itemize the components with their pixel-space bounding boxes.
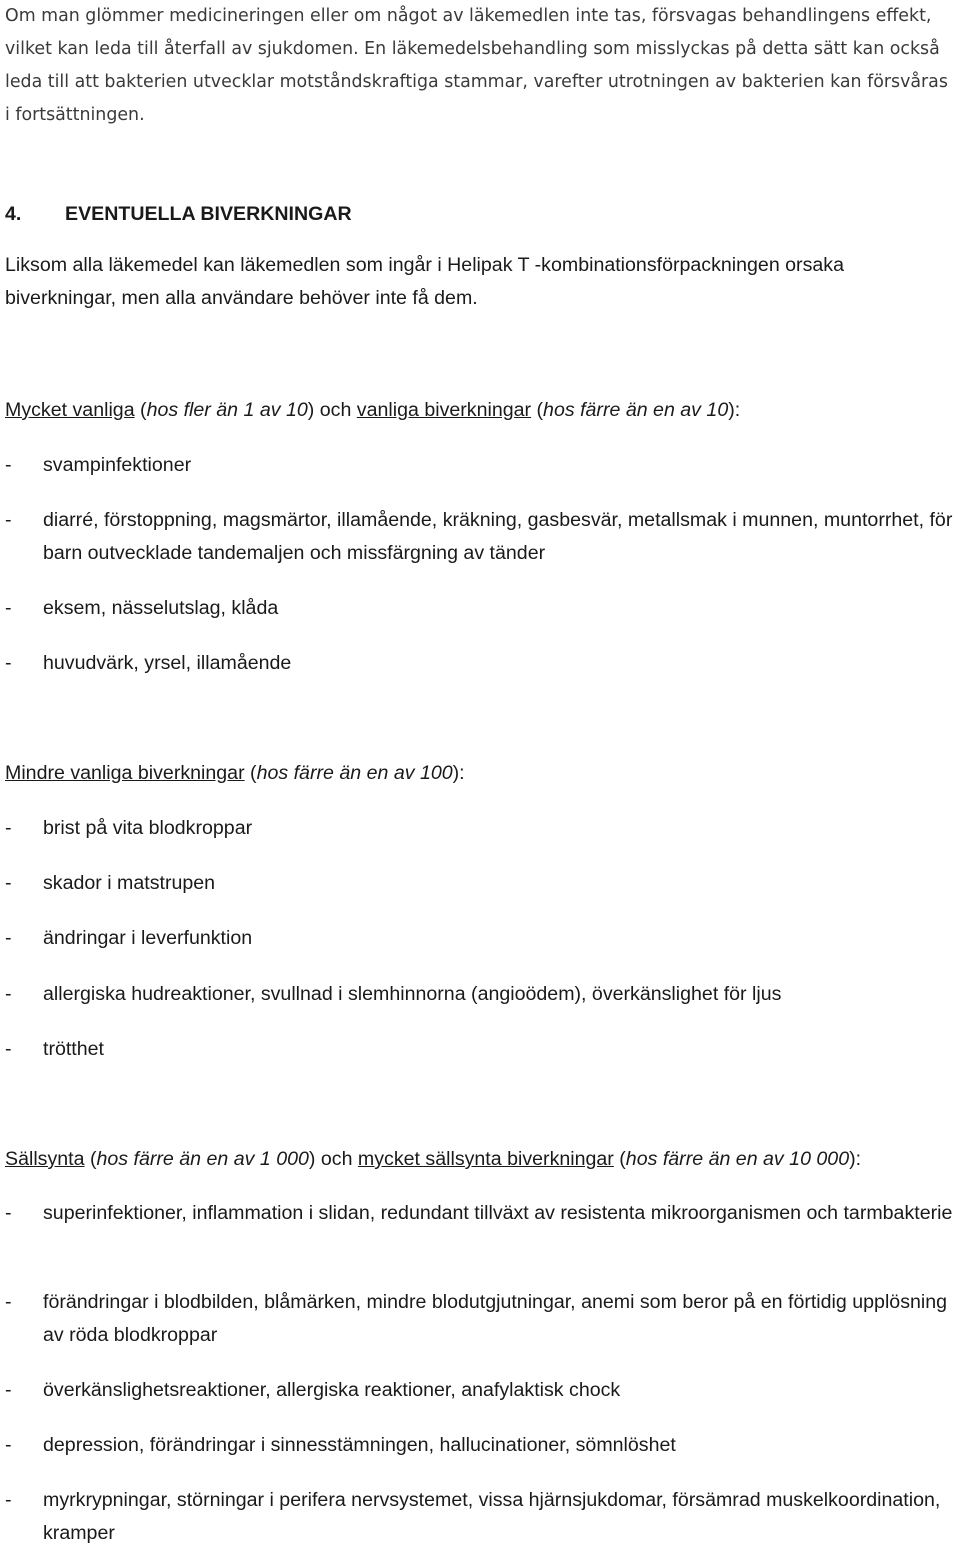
list-dash: - (5, 1202, 12, 1224)
list-dash: - (5, 1379, 12, 1401)
heading-text: ( (134, 399, 147, 421)
section-number: 4. (5, 203, 22, 225)
list-item (5, 1429, 957, 1462)
list-dash: - (5, 1038, 12, 1060)
frequency-definition: hos färre än en av 1 000 (96, 1148, 309, 1170)
list-dash: - (5, 817, 12, 839)
list-dash: - (5, 872, 12, 894)
list-item-text: trötthet (43, 1038, 104, 1060)
section-heading (5, 198, 352, 231)
list-dash: - (5, 1291, 12, 1313)
list-dash: - (5, 1434, 12, 1456)
list-item-text: förändringar i blodbilden, blåmärken, mindre blodutgjutningar, anemi som beror på en förtidig upplösning av röda blodkroppar (43, 1291, 948, 1346)
frequency-term: Sällsynta (5, 1148, 85, 1170)
list-dash: - (5, 509, 12, 531)
frequency-term: mycket sällsynta biverkningar (357, 1148, 614, 1170)
list-item (5, 978, 957, 1011)
frequency-term: Mycket vanliga (5, 399, 135, 421)
list-dash: - (5, 1489, 12, 1511)
list-item (5, 1197, 957, 1230)
section-title: EVENTUELLA BIVERKNINGAR (65, 203, 352, 225)
heading-text: ): (728, 399, 741, 421)
list-item-text: eksem, nässelutslag, klåda (43, 597, 279, 619)
list-item (5, 449, 957, 482)
frequency-term: Mindre vanliga biverkningar (5, 762, 245, 784)
list-item-text: allergiska hudreaktioner, svullnad i slemhinnorna (angioödem), överkänslighet för ljus (43, 983, 782, 1005)
section-intro: Liksom alla läkemedel kan läkemedlen som ingår i Helipak T -kombinationsförpackningen orsaka biverkningar, men alla användare behöver inte få dem. (5, 254, 844, 309)
list-item (5, 1374, 957, 1407)
frequency-definition: hos färre än en av 10 (543, 399, 729, 421)
list-dash: - (5, 927, 12, 949)
frequency-definition: hos färre än en av 10 000 (625, 1148, 850, 1170)
category-heading-rare (5, 1143, 957, 1176)
list-item-text: diarré, förstoppning, magsmärtor, illamående, kräkning, gasbesvär, metallsmak i munnen, muntorrhet, för barn outvecklade tandemaljen och missfärgning av tänder (43, 509, 953, 564)
heading-text: ): (452, 762, 465, 784)
list-item (5, 1286, 957, 1352)
intro-paragraph: Om man glömmer medicineringen eller om något av läkemedlen inte tas, försvagas behandlingens effekt, vilket kan leda till återfall av sjukdomen. En läkemedelsbehandling som misslyckas på detta sätt kan också leda till att bakterien utvecklar motståndskraftiga stammar, varefter utrotningen av bakterien kan försvåras i fortsättningen. (5, 6, 948, 125)
list-item-text: myrkrypningar, störningar i perifera nervsystemet, vissa hjärnsjukdomar, försämrad muskelkoordination, kramper (43, 1489, 941, 1544)
list-dash: - (5, 454, 12, 476)
list-item (5, 504, 957, 570)
list-item-text: superinfektioner, inflammation i slidan, redundant tillväxt av resistenta mikroorganismen och tarmbakterie (43, 1202, 953, 1224)
list-item (5, 812, 957, 845)
list-item-text: svampinfektioner (43, 454, 192, 476)
list-item-text: ändringar i leverfunktion (43, 927, 253, 949)
category-heading-common (5, 394, 957, 427)
list-item-text: skador i matstrupen (43, 872, 216, 894)
list-item (5, 647, 957, 680)
heading-text: ): (849, 1148, 862, 1170)
heading-text: ( (244, 762, 257, 784)
frequency-definition: hos färre än en av 100 (256, 762, 453, 784)
list-item (5, 1484, 957, 1550)
list-item (5, 867, 957, 900)
heading-text: ) och (307, 399, 357, 421)
heading-text: ( (613, 1148, 626, 1170)
list-item (5, 592, 957, 625)
frequency-term: vanliga biverkningar (356, 399, 532, 421)
list-item-text: depression, förändringar i sinnesstämningen, hallucinationer, sömnlöshet (43, 1434, 676, 1456)
list-item (5, 1033, 957, 1066)
heading-text: ( (84, 1148, 97, 1170)
heading-text: ) och (308, 1148, 358, 1170)
list-item (5, 922, 957, 955)
heading-text: ( (531, 399, 544, 421)
list-dash: - (5, 652, 12, 674)
frequency-definition: hos fler än 1 av 10 (146, 399, 308, 421)
list-item-text: överkänslighetsreaktioner, allergiska reaktioner, anafylaktisk chock (43, 1379, 621, 1401)
list-dash: - (5, 983, 12, 1005)
list-item-text: brist på vita blodkroppar (43, 817, 253, 839)
category-heading-uncommon (5, 757, 957, 790)
list-item-text: huvudvärk, yrsel, illamående (43, 652, 292, 674)
list-dash: - (5, 597, 12, 619)
